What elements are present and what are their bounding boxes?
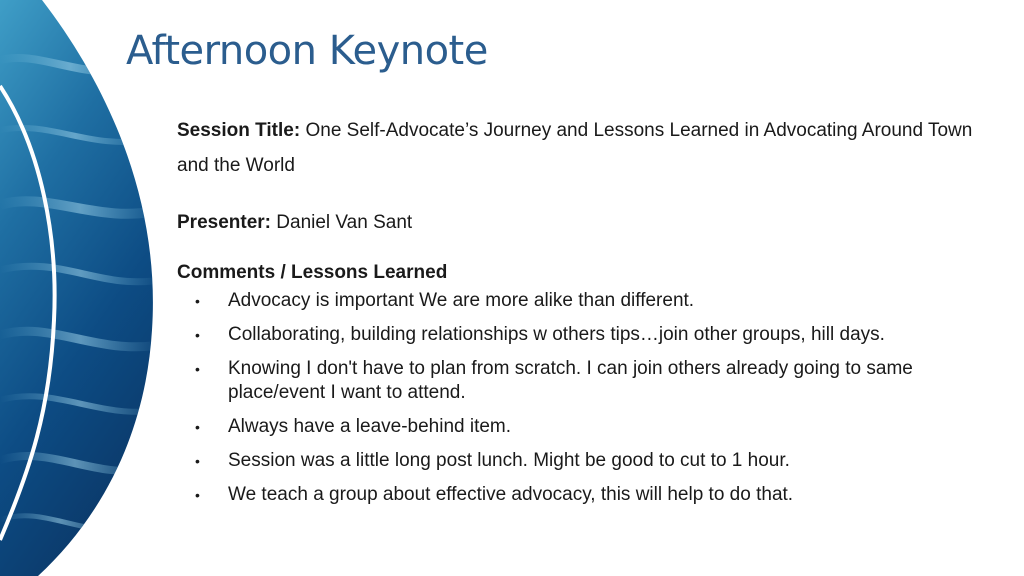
list-item <box>177 357 997 405</box>
comments-heading: Comments / Lessons Learned <box>177 262 448 283</box>
slide-content <box>177 113 997 517</box>
slide-title: Afternoon Keynote <box>126 28 488 74</box>
presenter-label: Presenter: <box>177 212 271 233</box>
session-title-value: One Self-Advocate’s Journey and Lessons Learned in Advocating Around Town and the World <box>177 120 973 176</box>
bullet-icon: • <box>195 487 200 503</box>
list-item <box>177 483 997 507</box>
presenter-value: Daniel Van Sant <box>276 212 413 233</box>
comments-list <box>177 289 997 507</box>
list-item-text: Collaborating, building relationships w others tips…join other groups, hill days. <box>228 324 885 345</box>
bullet-icon: • <box>195 419 200 435</box>
list-item-text: Always have a leave-behind item. <box>228 416 512 437</box>
session-title-label: Session Title: <box>177 120 301 141</box>
list-item-text: Knowing I don't have to plan from scratch. I can join others already going to same place/event I want to attend. <box>228 358 913 403</box>
bullet-icon: • <box>195 327 200 343</box>
bullet-icon: • <box>195 453 200 469</box>
list-item <box>177 449 997 473</box>
presenter-field <box>177 205 997 240</box>
list-item-text: Advocacy is important We are more alike than different. <box>228 290 695 311</box>
bullet-icon: • <box>195 293 200 309</box>
list-item <box>177 415 997 439</box>
ocean-wave-decoration <box>0 0 160 576</box>
list-item <box>177 289 997 313</box>
list-item <box>177 323 997 347</box>
bullet-icon: • <box>195 361 200 377</box>
list-item-text: We teach a group about effective advocacy, this will help to do that. <box>228 484 794 505</box>
session-title-field <box>177 113 997 183</box>
list-item-text: Session was a little long post lunch. Might be good to cut to 1 hour. <box>228 450 790 471</box>
